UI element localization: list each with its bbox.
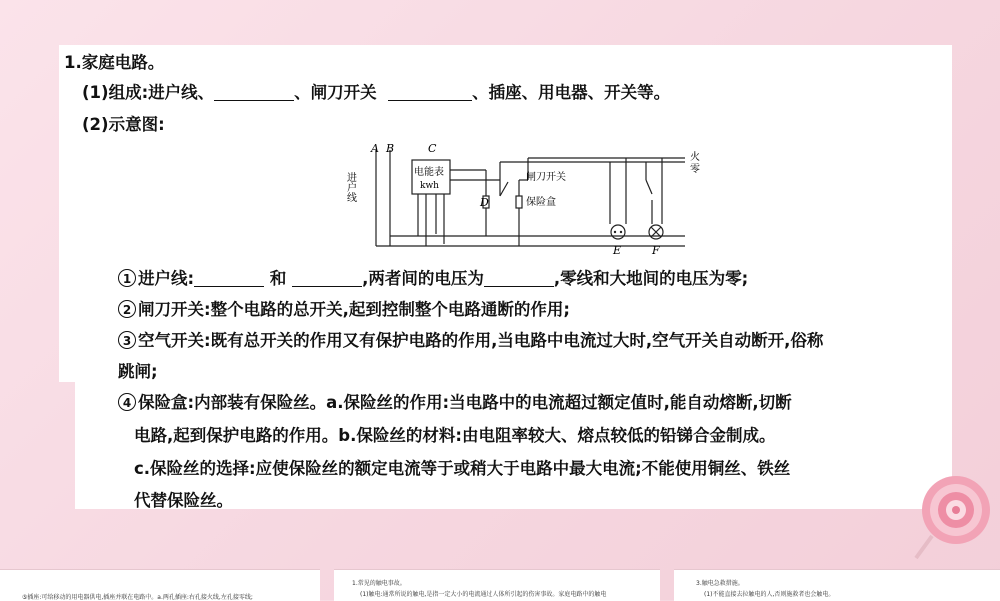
fuse-box-label: 保险盒 [526, 197, 556, 208]
knife-switch-label: 闸刀开关 [526, 172, 566, 183]
item-2-number: 2 [118, 300, 136, 318]
item-4-line4: 代替保险丝。 [134, 491, 233, 510]
item-3-number: 3 [118, 331, 136, 349]
item-1-text2: 和 [269, 269, 287, 288]
item-2-text: 闸刀开关:整个电路的总开关,起到控制整个电路通断的作用; [138, 300, 570, 319]
item-1-line [118, 266, 748, 292]
item-3-text: 空气开关:既有总开关的作用又有保护电路的作用,当电路中电流过大时,空气开关自动断开,俗称 [138, 331, 824, 350]
label-d: D [480, 196, 489, 209]
item-4-number: 4 [118, 393, 136, 411]
composition-mid2: 、插座、用电器、开关等。 [472, 83, 671, 102]
household-circuit-diagram [340, 140, 710, 262]
item-1-number: 1 [118, 269, 136, 287]
composition-mid1: 、闸刀开关 [294, 83, 377, 102]
item-2-line [118, 297, 570, 323]
thumbnail-1[interactable] [0, 569, 320, 601]
item-4-line3: c.保险丝的选择:应使保险丝的额定电流等于或稍大于电路中最大电流;不能使用铜丝、铁丝 [134, 459, 791, 478]
label-a: A [371, 142, 379, 155]
item-3-line2: 跳闸; [118, 362, 158, 381]
blank-4[interactable] [292, 268, 362, 287]
item-4-text: 保险盒:内部装有保险丝。a.保险丝的作用:当电路中的电流超过额定值时,能自动熔断,切断 [138, 393, 792, 412]
item-1-text3: ,两者间的电压为 [362, 269, 484, 288]
live-wire-label: 火 [690, 152, 700, 163]
incoming-line-label: 进户线 [344, 172, 356, 202]
section-title: 1.家庭电路。 [64, 53, 165, 72]
item-3-line [118, 328, 823, 354]
blank-1[interactable] [214, 82, 294, 101]
blank-5[interactable] [484, 268, 554, 287]
item-4-line1 [118, 390, 792, 416]
label-e: E [613, 244, 622, 257]
item-4-line2: 电路,起到保护电路的作用。b.保险丝的材料:由电阻率较大、熔点较低的铅锑合金制成。 [134, 426, 776, 445]
thumbnail-2-text1: 1.常见的触电事故。 [352, 580, 406, 587]
lollipop-decoration [912, 470, 1000, 560]
neutral-wire-label: 零 [690, 164, 700, 175]
composition-line [82, 80, 670, 106]
composition-prefix: (1)组成:进户线、 [82, 83, 215, 102]
item-1-text4: ,零线和大地间的电压为零; [553, 269, 749, 288]
schematic-label: (2)示意图: [82, 115, 165, 134]
item-1-text1: 进户线: [138, 269, 195, 288]
meter-unit: kwh [420, 181, 439, 191]
thumbnail-1-text: ⑤插座:可给移动的用电器供电,插座并联在电路中。a.两孔插座:右孔接火线,左孔接零线; [22, 594, 253, 601]
blank-3[interactable] [194, 268, 264, 287]
thumbnail-3-text2: (1)不能直接去拉触电的人,否则施救者也会触电。 [704, 591, 835, 598]
thumbnail-2[interactable] [334, 569, 660, 601]
label-b: B [386, 142, 395, 155]
label-f: F [652, 244, 660, 257]
blank-2[interactable] [388, 82, 472, 101]
thumbnail-3[interactable] [674, 569, 1000, 601]
label-c: C [428, 142, 437, 155]
thumbnail-3-text1: 3.触电急救措施。 [696, 580, 744, 587]
meter-label: 电能表 [414, 167, 444, 178]
thumbnail-2-text2: (1)触电:通常所说的触电,是指一定大小的电流通过人体所引起的伤害事故。家庭电路中的触电 [360, 591, 607, 598]
